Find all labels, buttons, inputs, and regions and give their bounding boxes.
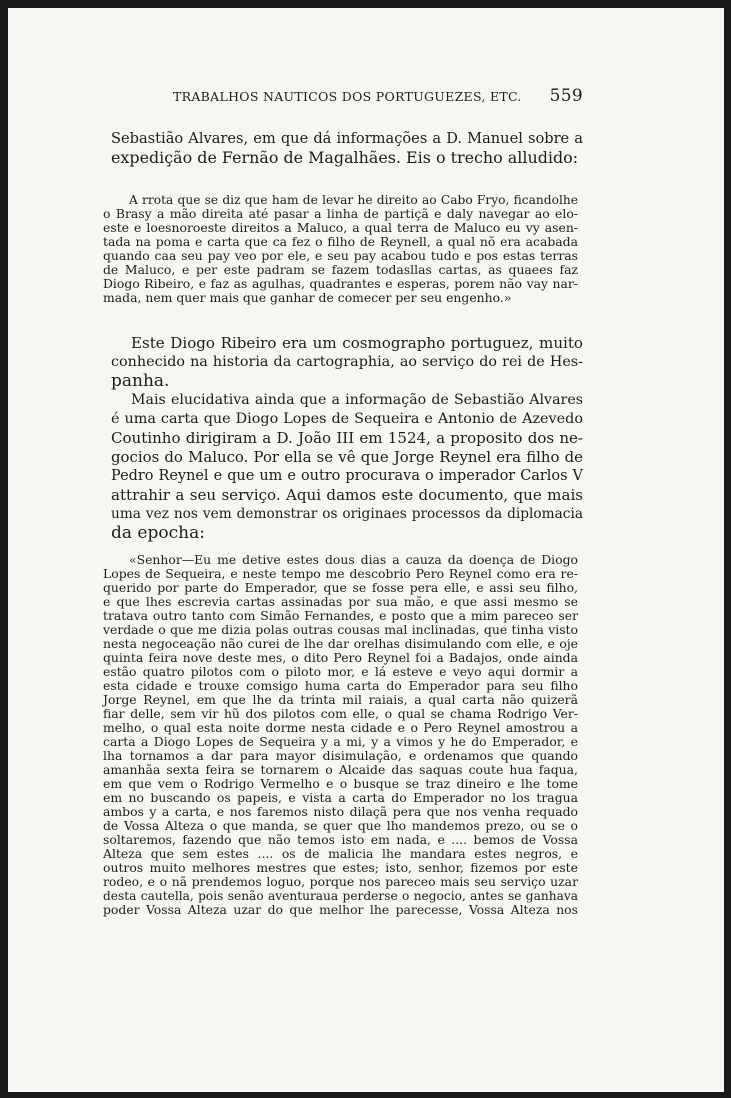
text-line: é uma carta que Diogo Lopes de Sequeira e Antonio de Azevedo bbox=[111, 411, 583, 427]
text-line: e que lhes escrevia cartas assinadas por sua mão, e que assi mesmo se bbox=[103, 594, 578, 609]
text-line: em no buscando os papeis, e vista a carta do Emperador no los tragua bbox=[103, 790, 578, 805]
text-line: ambos y a carta, e nos faremos nisto dilaçã pera que nos venha requado bbox=[103, 804, 578, 819]
text-line: lha tornamos a dar para mayor disimulação, e ordenamos que quando bbox=[103, 748, 578, 763]
text-line: conhecido na historia da cartographia, ao serviço do rei de Hes- bbox=[111, 354, 583, 370]
book-page bbox=[8, 8, 724, 1092]
intro-paragraph bbox=[111, 129, 583, 167]
text-line: Lopes de Sequeira, e neste tempo me descobrio Pero Reynel como era re- bbox=[103, 566, 578, 581]
text-line: amanhãa sexta feira se tornarem o Alcaide das saquas coute hua faqua, bbox=[103, 762, 578, 777]
text-line: fiar delle, sem vir hũ dos pilotos com elle, o qual se chama Rodrigo Ver- bbox=[103, 706, 578, 721]
text-line: Pedro Reynel e que um e outro procurava o imperador Carlos V bbox=[111, 468, 583, 484]
paragraph-sequeira-letter bbox=[111, 391, 583, 543]
text-line: uma vez nos vem demonstrar os originaes processos da diplomacia bbox=[111, 506, 583, 522]
quote-magalhaes bbox=[103, 193, 578, 305]
text-line: mada, nem quer mais que ganhar de comecer per seu engenho.» bbox=[103, 290, 512, 305]
text-line: Mais elucidativa ainda que a informação de Sebastião Alvares bbox=[131, 392, 583, 408]
text-line: carta a Diogo Lopes de Sequeira y a mi, y a vimos y he do Emperador, e bbox=[103, 734, 578, 749]
quote-letter bbox=[103, 553, 578, 917]
text-line: desta cautella, pois senão aventuraua perderse o negocio, antes se ganhava bbox=[103, 889, 578, 903]
text-line: poder Vossa Alteza uzar do que melhor lhe parecesse, Vossa Alteza nos bbox=[103, 902, 578, 917]
text-line: gocios do Maluco. Por ella se vê que Jorge Reynel era filho de bbox=[111, 448, 583, 466]
text-line: Este Diogo Ribeiro era um cosmographo portuguez, muito bbox=[131, 334, 583, 352]
text-line: quinta feira nove deste mes, o dito Pero Reynel foi a Badajos, onde ainda bbox=[103, 650, 578, 665]
text-line: de Vossa Alteza o que manda, se quer que lho mandemos prezo, ou se o bbox=[103, 818, 578, 833]
text-line: Coutinho dirigiram a D. João III em 1524, a proposito dos ne- bbox=[111, 429, 583, 447]
text-line: de Maluco, e per este padram se fazem todasllas cartas, as quaees faz bbox=[103, 262, 578, 277]
text-line: rodeo, e o nã prendemos loguo, porque nos pareceo mais seu serviço uzar bbox=[103, 874, 578, 889]
text-line: Alteza que sem estes .... os de malicia lhe mandara estes negros, e bbox=[103, 846, 578, 861]
text-line: tada na poma e carta que ca fez o filho de Reynell, a qual nõ era acabada bbox=[103, 234, 578, 249]
text-line: soltaremos, fazendo que não temos isto em nada, e .... bemos de Vossa bbox=[103, 832, 578, 847]
paragraph-diogo-ribeiro bbox=[111, 334, 583, 391]
text-line: querido por parte do Emperador, que se fosse pera elle, e assi seu filho, bbox=[103, 580, 578, 595]
text-line: Jorge Reynel, em que lhe da trinta mil raiais, a qual carta não quizerã bbox=[103, 692, 578, 707]
text-line: melho, o qual esta noite dorme nesta cidade e o Pero Reynel amostrou a bbox=[103, 720, 578, 735]
text-line: da epocha: bbox=[111, 523, 205, 543]
text-line: em que vem o Rodrigo Vermelho e o busque se traz dineiro e lhe tome bbox=[103, 776, 578, 791]
text-line: expedição de Fernão de Magalhães. Eis o trecho alludido: bbox=[111, 148, 579, 167]
text-line: Sebastião Alvares, em que dá informações a D. Manuel sobre a bbox=[111, 130, 583, 147]
text-line: outros muito melhores mestres que estes; isto, senhor, fizemos por este bbox=[103, 860, 578, 875]
text-line: nesta negoceação não curei de lhe dar orelhas disimulando com elle, e oje bbox=[103, 636, 578, 651]
running-title: TRABALHOS NAUTICOS DOS PORTUGUEZES, ETC. bbox=[173, 89, 522, 104]
text-line: esta cidade e trouxe comsigo huma carta do Emperador para seu filho bbox=[103, 678, 578, 693]
text-line: este e loesnoroeste direitos a Maluco, a qual terra de Maluco eu vy asen- bbox=[103, 220, 578, 235]
text-line: «Senhor—Eu me detive estes dous dias a cauza da doença de Diogo bbox=[129, 552, 578, 567]
text-line: o Brasy a mão direita até pasar a linha de partiçã e daly navegar ao elo- bbox=[103, 206, 578, 221]
text-line: quando caa seu pay veo por ele, e seu pay acabou tudo e pos estas terras bbox=[103, 248, 578, 263]
running-header bbox=[173, 86, 583, 106]
text-line: Diogo Ribeiro, e faz as agulhas, quadrantes e esperas, porem não vay nar- bbox=[103, 276, 578, 291]
text-line: A rrota que se diz que ham de levar he direito ao Cabo Fryo, ficandolhe bbox=[129, 193, 578, 207]
text-line: verdade o que me dizia polas outras cousas mal inclinadas, que tinha visto bbox=[103, 622, 578, 637]
text-line: tratava outro tanto com Simão Fernandes, e posto que a mim pareceo ser bbox=[103, 608, 578, 623]
text-line: attrahir a seu serviço. Aqui damos este documento, que mais bbox=[111, 486, 583, 504]
page-number: 559 bbox=[549, 86, 583, 106]
text-line: estão quatro pilotos com o piloto mor, e lá esteve e veyo aqui dormir a bbox=[103, 664, 578, 679]
text-line: panha. bbox=[111, 371, 170, 391]
